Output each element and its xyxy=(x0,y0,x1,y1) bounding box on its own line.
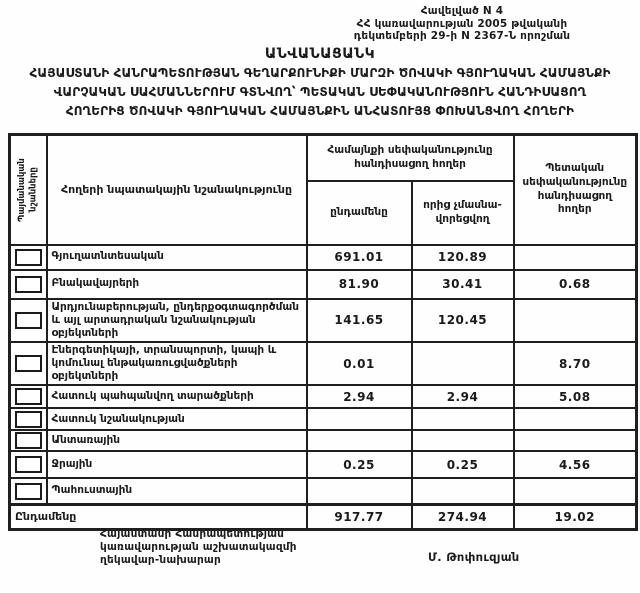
table-row-reserve xyxy=(10,478,637,504)
table-row-residential xyxy=(10,270,637,299)
community-total-value xyxy=(307,478,412,504)
land-category-name: Բնակավայրերի xyxy=(47,270,307,299)
header-land-purpose: Հողերի նպատակային նշանակությունը xyxy=(47,135,307,245)
land-category-name: Էներգետիկայի, տրանսպորտի, կապի և կոմունալ ենթակառուցվածքների օբյեկտների xyxy=(47,342,307,385)
conventional-sign-cell xyxy=(10,430,47,451)
signatory-title-line-2: կառավարության աշխատակազմի xyxy=(100,541,297,553)
community-nonprivatized-value xyxy=(412,342,514,385)
community-total-value xyxy=(307,408,412,430)
community-nonprivatized-value: 0.25 xyxy=(412,451,514,478)
appendix-line-3: դեկտեմբերի 29-ի N 2367-Ն որոշման xyxy=(353,30,571,42)
community-nonprivatized-value: 30.41 xyxy=(412,270,514,299)
table-row-forest xyxy=(10,430,637,451)
land-category-name: Հատուկ պահպանվող տարածքների xyxy=(47,385,307,408)
land-category-name: Անտառային xyxy=(47,430,307,451)
appendix-line-1: Հավելված N 4 xyxy=(420,5,504,17)
signatory-name: Մ. Թոփուզյան xyxy=(428,550,520,564)
conventional-sign-cell xyxy=(10,385,47,408)
community-total-value: 691.01 xyxy=(307,245,412,270)
table-row-protected-areas xyxy=(10,385,637,408)
signatory-title-line-1: Հայաստանի Հանրապետության xyxy=(100,528,285,540)
total-community-total-value: 917.77 xyxy=(307,504,412,529)
signatory-title-line-3: ղեկավար-նախարար xyxy=(100,554,221,566)
table-total-row xyxy=(10,504,637,529)
document-title-line-2: ՎԱՐՉԱԿԱՆ ՍԱՀՄԱՆՆԵՐՈՒՄ ԳՏՆՎՈՂ՝ ՊԵՏԱԿԱՆ ՍԵՓԱԿԱՆՈՒԹՅՈՒՆ ՀԱՆԴԻՍԱՑՈՂ xyxy=(53,85,587,99)
header-state-owned: Պետական սեփականությունը հանդիսացող հողեր xyxy=(514,135,637,245)
conventional-sign-cell xyxy=(10,245,47,270)
land-category-name: Արդյունաբերության, ընդերքօգտագործման և այլ արտադրական նշանակության օբյեկտների xyxy=(47,299,307,342)
community-nonprivatized-value xyxy=(412,408,514,430)
table-row-energy-transport xyxy=(10,342,637,385)
state-owned-value: 5.08 xyxy=(514,385,637,408)
community-total-value: 141.65 xyxy=(307,299,412,342)
community-nonprivatized-value: 120.45 xyxy=(412,299,514,342)
community-total-value: 81.90 xyxy=(307,270,412,299)
header-conventional-signs xyxy=(10,135,47,245)
community-total-value: 0.25 xyxy=(307,451,412,478)
signatory-title-block xyxy=(100,528,400,567)
document-title xyxy=(0,64,640,121)
document-heading: ԱՆՎԱՆԱՑԱՆԿ xyxy=(264,46,376,62)
total-state-owned-value: 19.02 xyxy=(514,504,637,529)
conventional-sign-box xyxy=(15,355,42,372)
land-category-name: Գյուղատնտեսական xyxy=(47,245,307,270)
conventional-sign-cell xyxy=(10,342,47,385)
conventional-sign-cell xyxy=(10,408,47,430)
community-nonprivatized-value xyxy=(412,478,514,504)
state-owned-value xyxy=(514,478,637,504)
land-category-name: Պահուստային xyxy=(47,478,307,504)
conventional-sign-cell xyxy=(10,270,47,299)
conventional-sign-cell xyxy=(10,478,47,504)
state-owned-value: 0.68 xyxy=(514,270,637,299)
community-total-value: 2.94 xyxy=(307,385,412,408)
state-owned-value xyxy=(514,430,637,451)
conventional-sign-box xyxy=(15,483,42,500)
community-nonprivatized-value: 120.89 xyxy=(412,245,514,270)
table-row-agricultural xyxy=(10,245,637,270)
community-nonprivatized-value xyxy=(412,430,514,451)
table-header-row-1 xyxy=(10,135,637,181)
document-title-line-1: ՀԱՅԱՍՏԱՆԻ ՀԱՆՐԱՊԵՏՈՒԹՅԱՆ ԳԵՂԱՐՔՈՒՆԻՔԻ ՄԱՐԶԻ ԾՈՎԱԿԻ ԳՅՈՒՂԱԿԱՆ ՀԱՄԱՅՆՔԻ xyxy=(29,66,611,80)
total-row-label: Ընդամենը xyxy=(10,504,307,529)
state-owned-value: 4.56 xyxy=(514,451,637,478)
total-community-nonprivatized-value: 274.94 xyxy=(412,504,514,529)
appendix-reference xyxy=(288,5,636,43)
conventional-sign-box xyxy=(15,249,42,266)
community-total-value xyxy=(307,430,412,451)
header-conventional-signs-label: Պայմանական նշանները xyxy=(16,157,39,222)
conventional-sign-box xyxy=(15,388,42,405)
state-owned-value xyxy=(514,245,637,270)
table-row-water xyxy=(10,451,637,478)
community-total-value: 0.01 xyxy=(307,342,412,385)
conventional-sign-box xyxy=(15,411,42,428)
table-row-special-purpose xyxy=(10,408,637,430)
header-community-total: ընդամենը xyxy=(307,181,412,245)
state-owned-value xyxy=(514,299,637,342)
table-row-industrial xyxy=(10,299,637,342)
conventional-sign-box xyxy=(15,312,42,329)
community-nonprivatized-value: 2.94 xyxy=(412,385,514,408)
land-transfer-table xyxy=(8,133,638,531)
land-category-name: Ջրային xyxy=(47,451,307,478)
state-owned-value: 8.70 xyxy=(514,342,637,385)
appendix-line-2: ՀՀ կառավարության 2005 թվականի xyxy=(356,17,568,30)
conventional-sign-box xyxy=(15,456,42,473)
document-title-line-3: ՀՈՂԵՐԻՑ ԾՈՎԱԿԻ ԳՅՈՒՂԱԿԱՆ ՀԱՄԱՅՆՔԻՆ ԱՆՀԱՏՈՒՅՑ ՓՈԽԱՆՑՎՈՂ ՀՈՂԵՐԻ xyxy=(65,104,575,118)
header-community-owned: Համայնքի սեփականությունը հանդիսացող հողեր xyxy=(307,135,514,181)
conventional-sign-cell xyxy=(10,299,47,342)
conventional-sign-cell xyxy=(10,451,47,478)
conventional-sign-box xyxy=(15,432,42,449)
conventional-sign-box xyxy=(15,276,42,293)
state-owned-value xyxy=(514,408,637,430)
land-category-name: Հատուկ նշանակության xyxy=(47,408,307,430)
header-community-nonprivatized: որից չմասնա-վորեցվող xyxy=(412,181,514,245)
